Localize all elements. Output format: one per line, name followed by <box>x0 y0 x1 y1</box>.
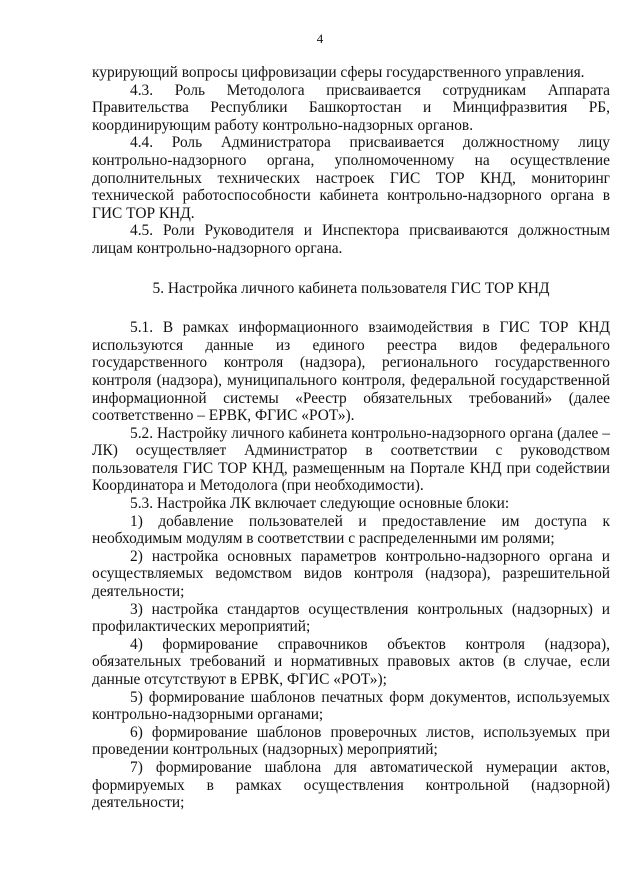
paragraph: 4.4. Роль Администратора присваивается должностному лицу контрольно-надзорного органа, уполномоченному на осуществление дополнительных технических настроек ГИС ТОР КНД, мониторинг технической работоспособности кабинета контрольно-надзорного органа в ГИС ТОР КНД. <box>92 134 610 222</box>
list-item: 7) формирование шаблона для автоматической нумерации актов, формируемых в рамках осуществления контрольной (надзорной) деятельности; <box>92 758 610 812</box>
list-item: 2) настройка основных параметров контрольно-надзорного органа и осуществляемых ведомством видов контроля (надзора), разрешительной деятельности; <box>92 547 610 601</box>
section-heading: 5. Настройка личного кабинета пользователя ГИС ТОР КНД <box>152 279 550 297</box>
paragraph: 4.3. Роль Методолога присваивается сотрудникам Аппарата Правительства Республики Башкортостан и Минцифразвития РБ, координирующим работу контрольно-надзорных органов. <box>92 81 610 134</box>
list-item: 4) формирование справочников объектов контроля (надзора), обязательных требований и нормативных правовых актов (в случае, если данные отсутствуют в ЕРВК, ФГИС «РОТ»); <box>92 635 610 688</box>
list-item: 3) настройка стандартов осуществления контрольных (надзорных) и профилактических мероприятий; <box>92 600 610 636</box>
paragraph: 5.3. Настройка ЛК включает следующие основные блоки: <box>130 495 510 513</box>
paragraph: курирующий вопросы цифровизации сферы государственного управления. <box>92 64 585 81</box>
document-body <box>92 64 610 812</box>
paragraph: 5.1. В рамках информационного взаимодействия в ГИС ТОР КНД используются данные из единого реестра видов федерального государственного контроля (надзора), регионального государственного контроля (надзора), муниципального контроля, федеральной государственной информационной системы «Реестр обязательных требований» (далее соответственно – ЕРВК, ФГИС «РОТ»). <box>92 319 610 425</box>
paragraph: 5.2. Настройку личного кабинета контрольно-надзорного органа (далее – ЛК) осуществляет Администратор в соответствии с руководством пользователя ГИС ТОР КНД, размещенным на Портале КНД при содействии Координатора и Методолога (при необходимости). <box>92 424 610 495</box>
list-item: 5) формирование шаблонов печатных форм документов, используемых контрольно-надзорными органами; <box>92 688 610 724</box>
list-item: 1) добавление пользователей и предоставление им доступа к необходимым модулям в соответствии с распределенными им ролями; <box>92 512 610 548</box>
paragraph: 4.5. Роли Руководителя и Инспектора присваиваются должностным лицам контрольно-надзорного органа. <box>92 222 610 257</box>
blocks-list <box>92 513 610 812</box>
page-number: 4 <box>316 31 324 46</box>
list-item: 6) формирование шаблонов проверочных листов, используемых при проведении контрольных (надзорных) мероприятий; <box>92 723 610 759</box>
